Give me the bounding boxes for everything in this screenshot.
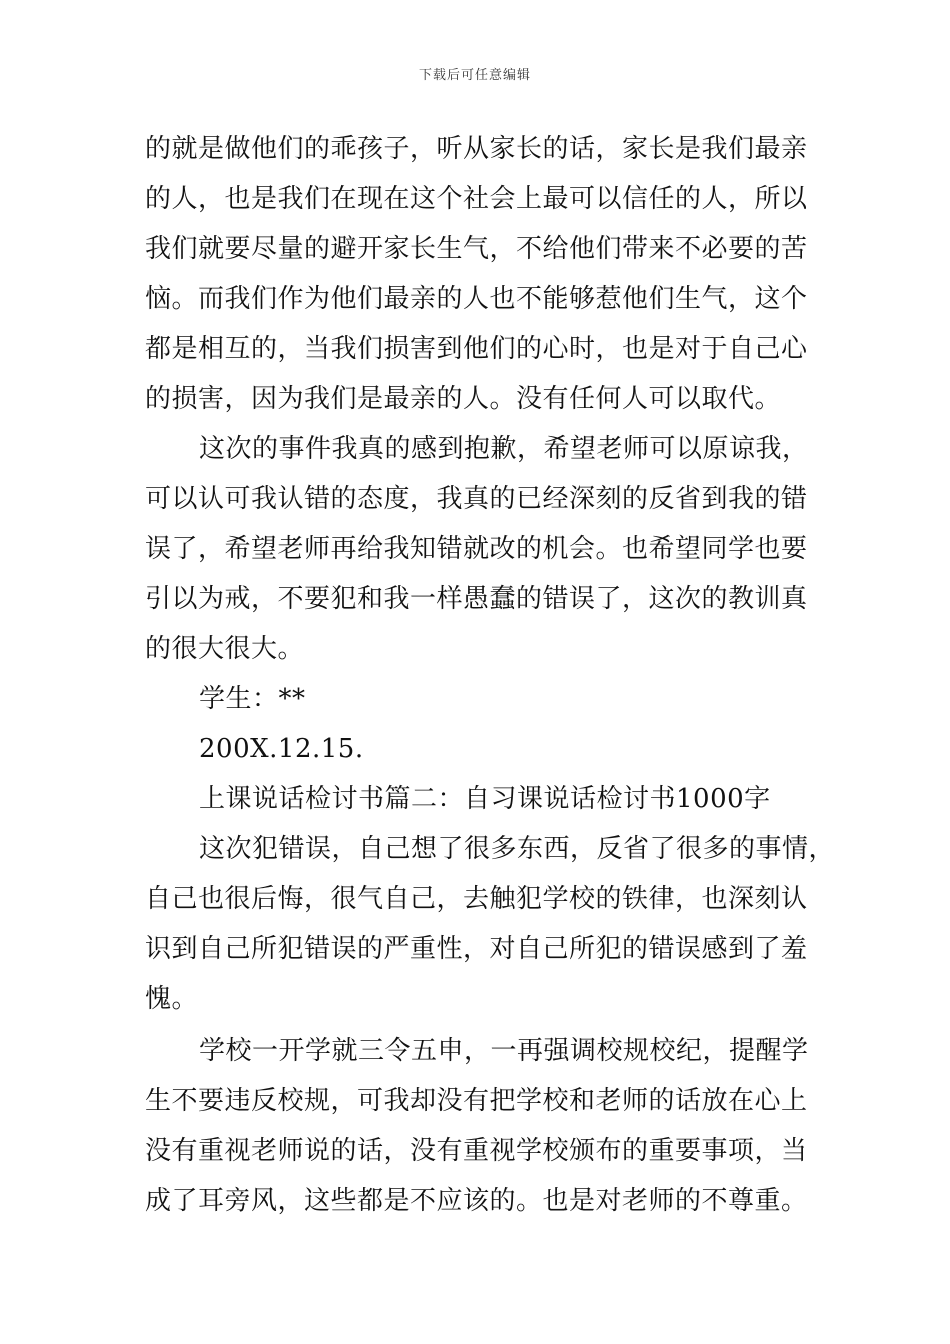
- text-line: 生不要违反校规，可我却没有把学校和老师的话放在心上: [145, 1086, 808, 1116]
- text-line: 成了耳旁风，这些都是不应该的。也是对老师的不尊重。: [145, 1186, 808, 1216]
- text-line: 都是相互的，当我们损害到他们的心时，也是对于自己心: [145, 334, 808, 364]
- text-line: 的就是做他们的乖孩子，听从家长的话，家长是我们最亲: [145, 134, 808, 164]
- text-line: 没有重视老师说的话，没有重视学校颁布的重要事项，当: [145, 1136, 808, 1166]
- section-title: 上课说话检讨书篇二：自习课说话检讨书1000字: [199, 784, 771, 814]
- text-line: 恼。而我们作为他们最亲的人也不能够惹他们生气，这个: [145, 284, 808, 314]
- document-body: [145, 124, 836, 1226]
- text-line: 误了，希望老师再给我知错就改的机会。也希望同学也要: [145, 534, 808, 564]
- text-line: 愧。: [145, 984, 199, 1014]
- text-line: 识到自己所犯错误的严重性，对自己所犯的错误感到了羞: [145, 934, 808, 964]
- text-line: 我们就要尽量的避开家长生气，不给他们带来不必要的苦: [145, 234, 808, 264]
- text-line: 这次犯错误，自己想了很多东西，反省了很多的事情，: [199, 834, 836, 864]
- page-header: 下载后可任意编辑: [418, 68, 531, 83]
- signature-student: 学生：**: [199, 684, 306, 714]
- text-line: 的人，也是我们在现在这个社会上最可以信任的人，所以: [145, 184, 808, 214]
- text-line: 引以为戒，不要犯和我一样愚蠢的错误了，这次的教训真: [145, 584, 808, 614]
- text-line: 的很大很大。: [145, 634, 305, 664]
- signature-date: 200X.12.15.: [199, 734, 364, 764]
- text-line: 自己也很后悔，很气自己，去触犯学校的铁律，也深刻认: [145, 884, 808, 914]
- text-line: 的损害，因为我们是最亲的人。没有任何人可以取代。: [145, 384, 782, 414]
- text-line: 这次的事件我真的感到抱歉，希望老师可以原谅我，: [199, 434, 809, 464]
- text-line: 学校一开学就三令五申，一再强调校规校纪，提醒学: [199, 1036, 809, 1066]
- text-line: 可以认可我认错的态度，我真的已经深刻的反省到我的错: [145, 484, 808, 514]
